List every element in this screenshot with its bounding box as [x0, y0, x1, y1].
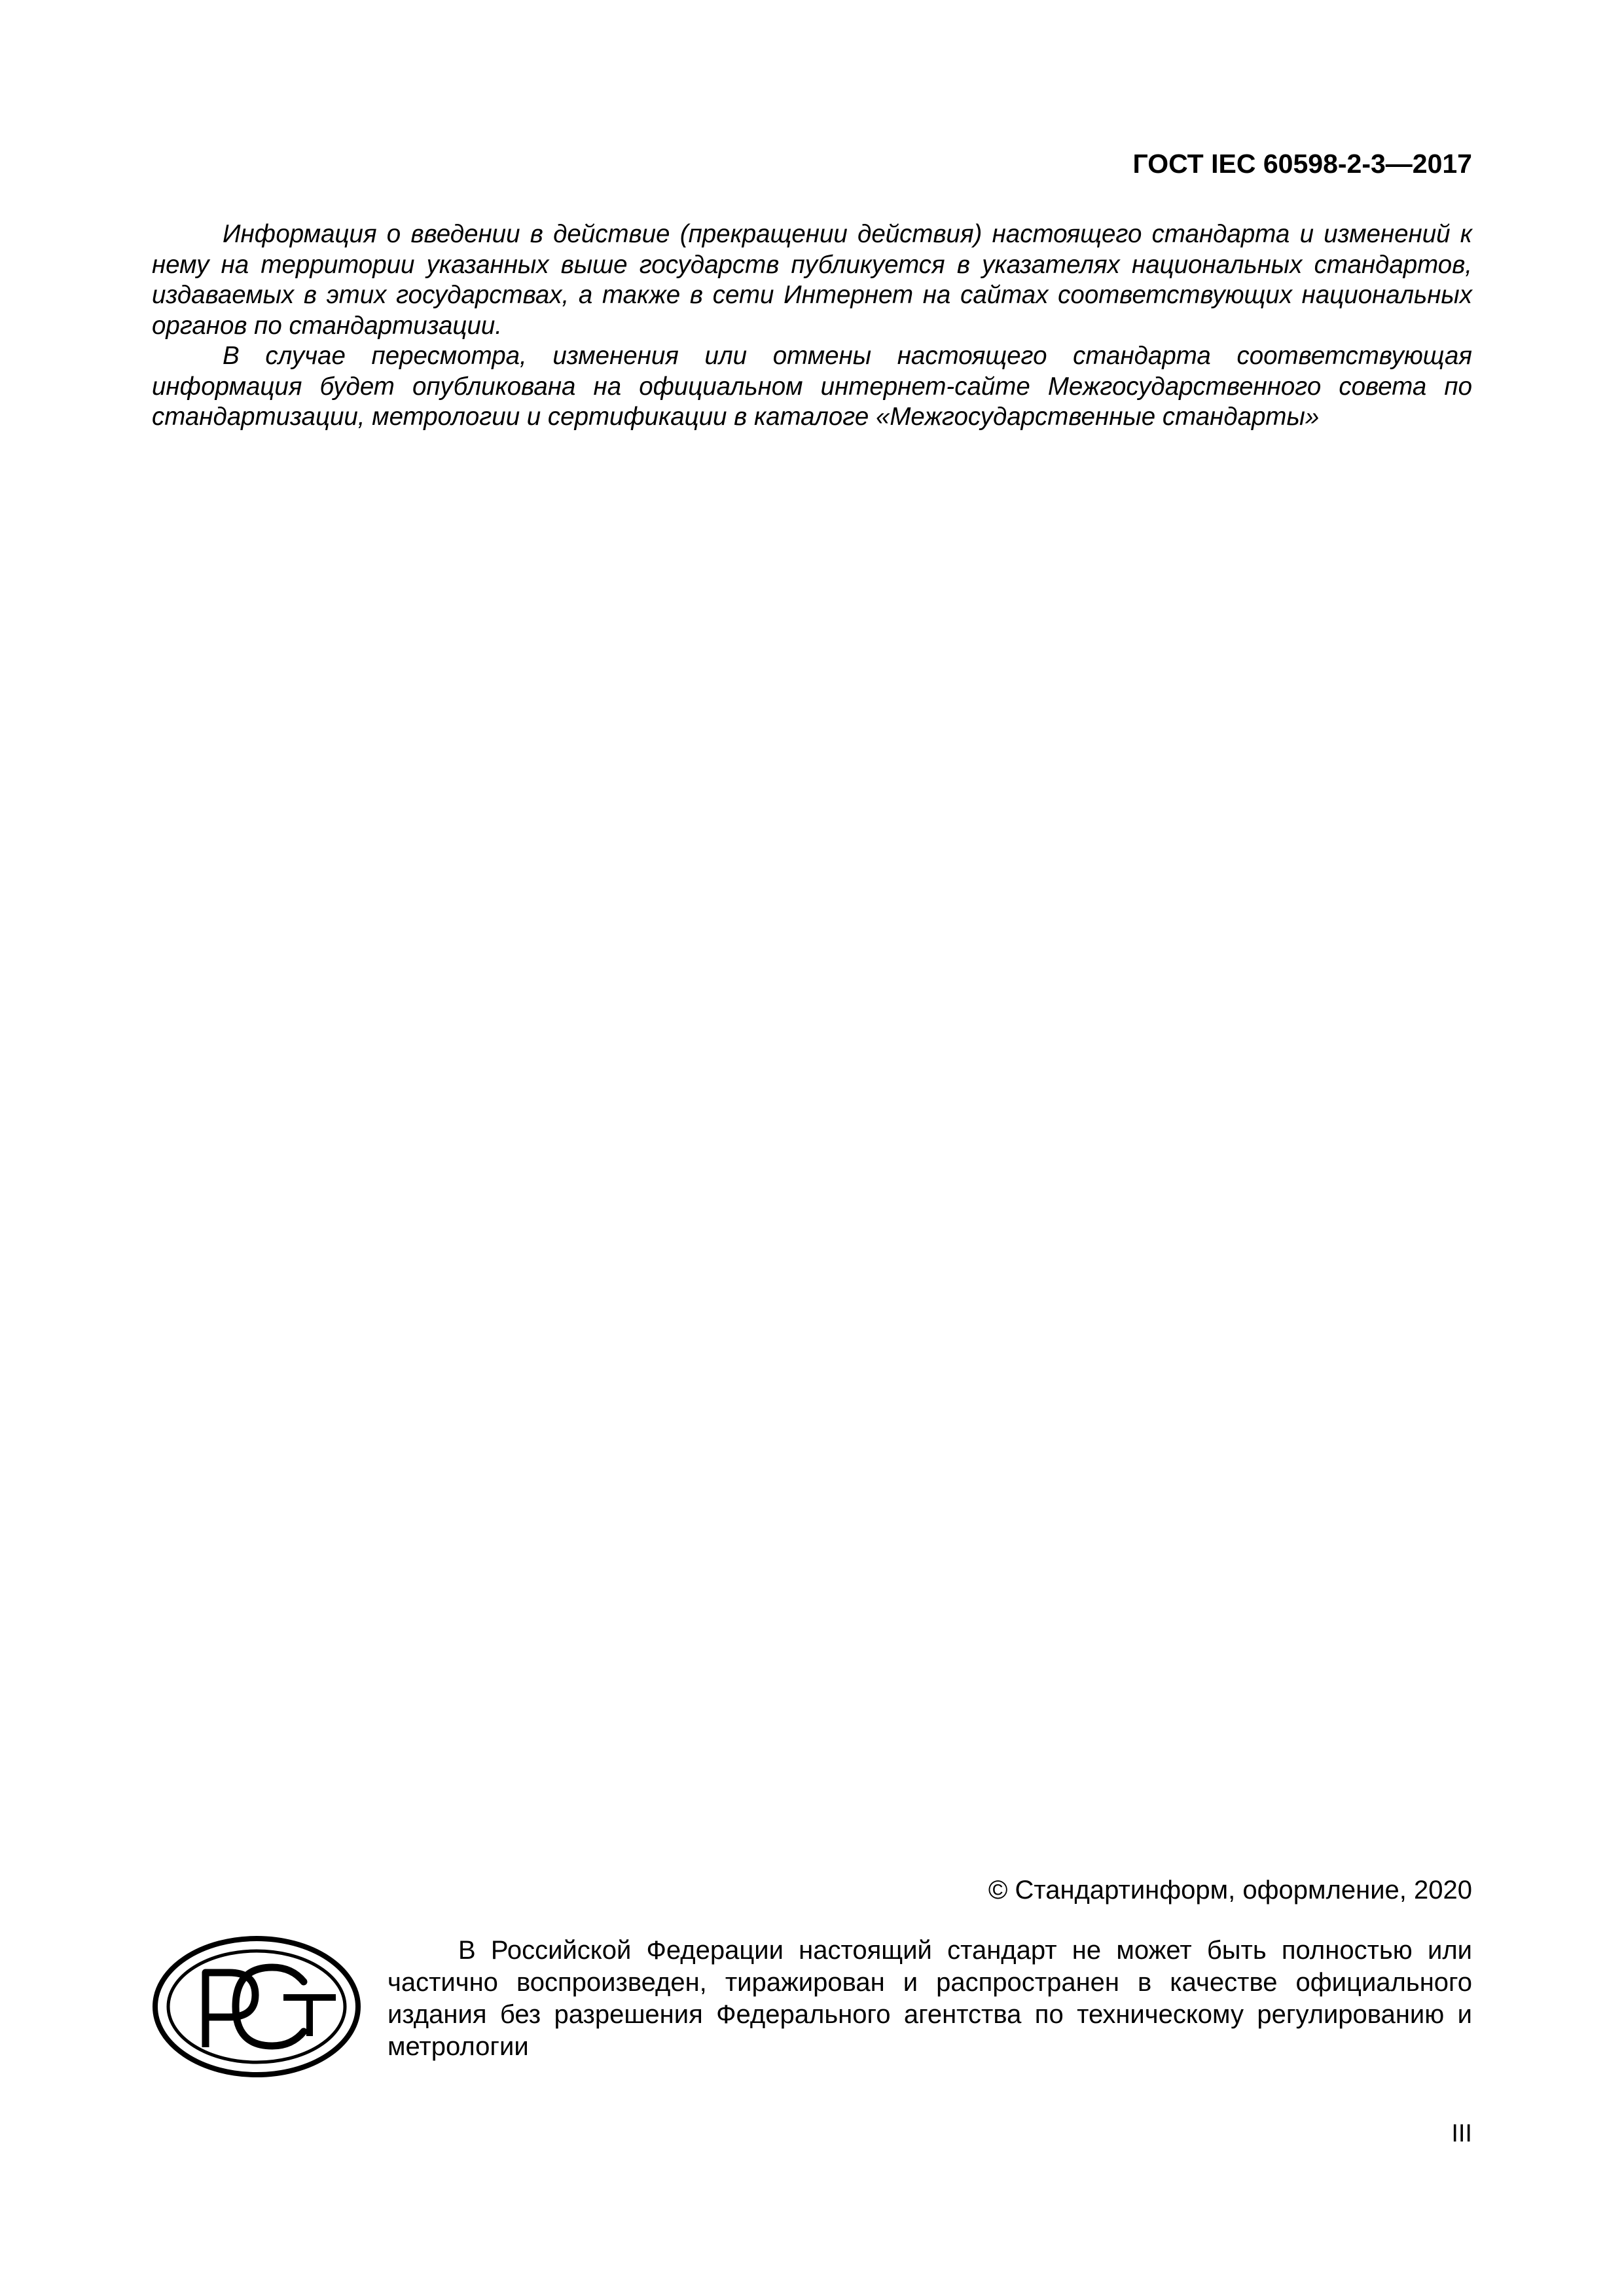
standard-designation: ГОСТ IEC 60598-2-3—2017 [1132, 149, 1472, 179]
info-paragraph-revision: В случае пересмотра, изменения или отмены настоящего стандарта соответствующая информация будет опубликована на официальном интернет-сайте Межгосударственного совета по стандартизации, метрологии и сертификации в каталоге «Межгосударственные стандарты» [152, 342, 1472, 431]
publication-info-block [152, 219, 1472, 433]
reproduction-notice-text: В Российской Федерации настоящий стандарт не может быть полностью или частично воспроизведен, тиражирован и распространен в качестве официального издания без разрешения Федерального агентства по техническому регулированию и метрологии [388, 1936, 1472, 2061]
page-number: III [1451, 2120, 1472, 2147]
rst-certification-mark-icon [152, 1935, 361, 2079]
info-paragraph-introduction: Информация о введении в действие (прекращении действия) настоящего стандарта и изменений к нему на территории указанных выше государств публикуется в указателях национальных стандартов, издаваемых в этих государствах, а также в сети Интернет на сайтах соответствующих национальных органов по стандартизации. [152, 220, 1472, 340]
copyright-line: © Стандартинформ, оформление, 2020 [988, 1876, 1472, 1904]
reproduction-notice [388, 1935, 1472, 2063]
